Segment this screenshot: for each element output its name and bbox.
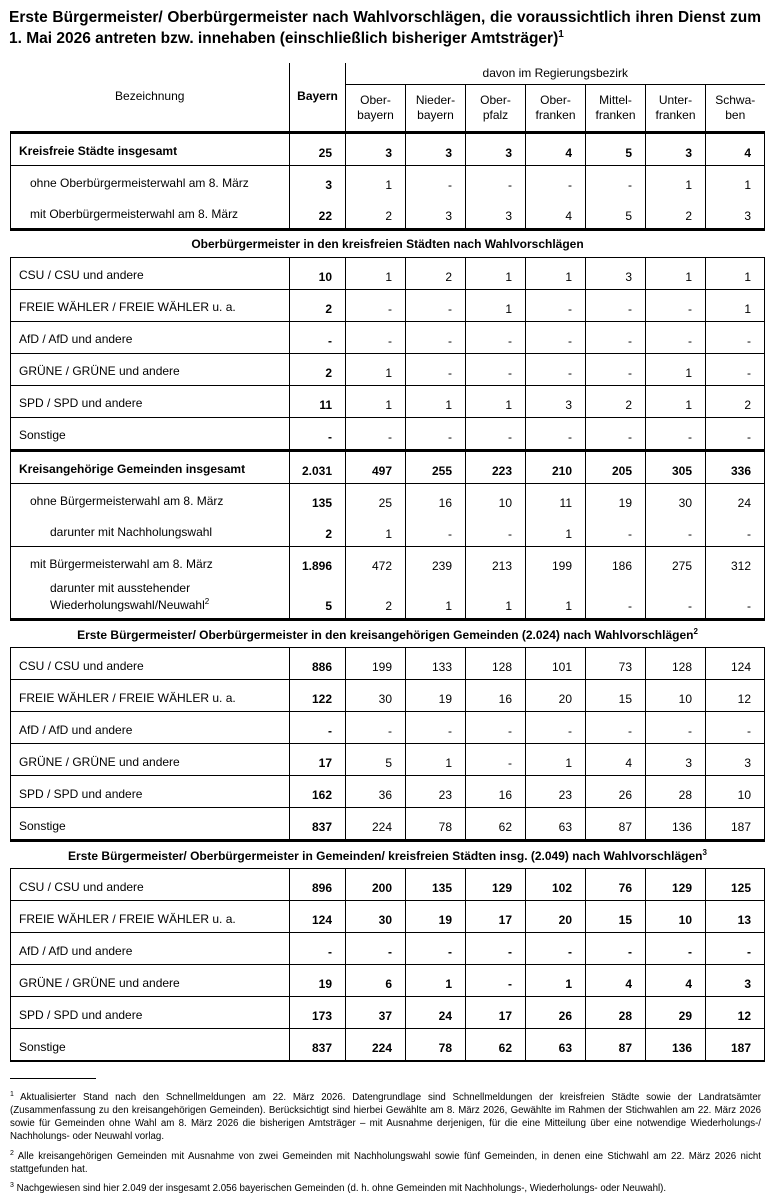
cell-region-6: 1 xyxy=(646,353,706,385)
title-footnote-marker: 1 xyxy=(558,29,564,41)
cell-region-1: 3 xyxy=(346,132,406,165)
cell-region-4: 210 xyxy=(526,450,586,483)
row-label: FREIE WÄHLER / FREIE WÄHLER u. a. xyxy=(11,680,290,712)
cell-region-6: 10 xyxy=(646,680,706,712)
cell-region-3: - xyxy=(466,417,526,450)
cell-bayern: 22 xyxy=(290,197,346,230)
cell-region-7: 1 xyxy=(706,257,765,289)
row-label: Sonstige xyxy=(11,1029,290,1062)
cell-region-2: 3 xyxy=(406,197,466,230)
cell-region-4: 63 xyxy=(526,1029,586,1062)
row-label: SPD / SPD und andere xyxy=(11,385,290,417)
row-label: mit Oberbürgermeisterwahl am 8. März xyxy=(11,197,290,230)
table-row xyxy=(11,450,765,483)
footnote-marker: 1 xyxy=(10,1091,14,1099)
cell-region-5: - xyxy=(586,933,646,965)
cell-region-6: - xyxy=(646,321,706,353)
table-row xyxy=(11,997,765,1029)
cell-region-6: 2 xyxy=(646,197,706,230)
table-row xyxy=(11,289,765,321)
cell-region-6: 3 xyxy=(646,744,706,776)
cell-region-1: 1 xyxy=(346,257,406,289)
table-row xyxy=(11,385,765,417)
cell-region-6: 1 xyxy=(646,385,706,417)
cell-region-3: 223 xyxy=(466,450,526,483)
cell-region-7: 187 xyxy=(706,1029,765,1062)
footnote-1: $^1$ Aktualisierter Stand nach den Schnellmeldungen am 22. März 2026. Datengrundlage sind Schnellmeldungen der kreisfreien Städte sowie der Landratsämter (Zusammenfassung zu den kreisangehörigen Gemeinden). Berücksichtigt sind hierbei Gewählte am 8. März 2026, Gewählte im Rahmen der Stichwahlen am 22. März 2026 sowie für Gemeinden ohne Wahl am 8. März 2026 die bisherigen Amtsträger – mit Ausnahme derjenigen, für die eine Mitteilung über eine notwendige Wiederholungs-/ Nachholungs- oder Neuwahl vorlag. xyxy=(10,1091,761,1142)
table-row xyxy=(11,257,765,289)
cell-region-4: 20 xyxy=(526,680,586,712)
cell-region-5: - xyxy=(586,712,646,744)
cell-region-6: - xyxy=(646,933,706,965)
cell-region-6: 136 xyxy=(646,808,706,841)
cell-region-3: - xyxy=(466,515,526,547)
cell-region-7: 10 xyxy=(706,776,765,808)
cell-region-4: - xyxy=(526,289,586,321)
row-label: darunter mit ausstehender Wiederholungswahl/Neuwahl$^2$ xyxy=(11,578,290,620)
row-label: Kreisangehörige Gemeinden insgesamt xyxy=(11,450,290,483)
cell-region-6: 305 xyxy=(646,450,706,483)
cell-region-4: - xyxy=(526,353,586,385)
cell-region-5: 28 xyxy=(586,997,646,1029)
cell-region-7: 24 xyxy=(706,483,765,515)
cell-region-7: 312 xyxy=(706,546,765,578)
cell-region-5: 87 xyxy=(586,1029,646,1062)
cell-region-1: 1 xyxy=(346,385,406,417)
row-label: mit Bürgermeisterwahl am 8. März xyxy=(11,546,290,578)
cell-region-7: 1 xyxy=(706,165,765,197)
cell-region-1: 36 xyxy=(346,776,406,808)
table-row xyxy=(11,869,765,901)
cell-region-7: 2 xyxy=(706,385,765,417)
cell-bayern: 19 xyxy=(290,965,346,997)
cell-region-5: 87 xyxy=(586,808,646,841)
cell-region-2: - xyxy=(406,289,466,321)
cell-region-1: - xyxy=(346,321,406,353)
table-header-row-top xyxy=(11,63,765,85)
column-header-region-1: Ober- bayern xyxy=(346,84,406,132)
cell-region-1: - xyxy=(346,417,406,450)
cell-region-2: 255 xyxy=(406,450,466,483)
page-title xyxy=(9,7,761,50)
cell-bayern: 1.896 xyxy=(290,546,346,578)
row-label: CSU / CSU und andere xyxy=(11,648,290,680)
cell-region-4: 1 xyxy=(526,965,586,997)
cell-region-7: - xyxy=(706,712,765,744)
column-header-bayern: Bayern xyxy=(290,63,346,133)
section-title-footnote-marker: 3 xyxy=(702,848,707,858)
cell-region-4: - xyxy=(526,933,586,965)
cell-region-4: 102 xyxy=(526,869,586,901)
cell-region-1: 1 xyxy=(346,165,406,197)
table-row xyxy=(11,546,765,578)
table-row xyxy=(11,776,765,808)
cell-region-1: 224 xyxy=(346,1029,406,1062)
cell-region-1: 224 xyxy=(346,808,406,841)
cell-region-2: - xyxy=(406,321,466,353)
cell-region-6: 129 xyxy=(646,869,706,901)
table-header xyxy=(11,63,765,133)
cell-region-5: 4 xyxy=(586,744,646,776)
table-row xyxy=(11,712,765,744)
cell-region-1: 200 xyxy=(346,869,406,901)
cell-region-2: 1 xyxy=(406,385,466,417)
cell-region-4: 63 xyxy=(526,808,586,841)
cell-region-3: - xyxy=(466,712,526,744)
cell-region-2: 24 xyxy=(406,997,466,1029)
row-label: Sonstige xyxy=(11,417,290,450)
cell-bayern: 837 xyxy=(290,808,346,841)
cell-bayern: 3 xyxy=(290,165,346,197)
cell-region-4: 20 xyxy=(526,901,586,933)
cell-region-4: 4 xyxy=(526,197,586,230)
cell-region-7: 187 xyxy=(706,808,765,841)
cell-region-3: 3 xyxy=(466,197,526,230)
cell-region-5: 4 xyxy=(586,965,646,997)
cell-region-1: 497 xyxy=(346,450,406,483)
cell-region-3: - xyxy=(466,933,526,965)
section-title: Erste Bürgermeister/ Oberbürgermeister in Gemeinden/ kreisfreien Städten insg. (2.049) nach Wahlvorschlägen$^3$ xyxy=(11,841,765,869)
cell-region-7: 3 xyxy=(706,965,765,997)
table-row xyxy=(11,680,765,712)
cell-bayern: 162 xyxy=(290,776,346,808)
cell-bayern: 124 xyxy=(290,901,346,933)
row-label: SPD / SPD und andere xyxy=(11,997,290,1029)
section-title-footnote-marker: 2 xyxy=(693,627,698,637)
cell-bayern: 837 xyxy=(290,1029,346,1062)
cell-region-3: - xyxy=(466,321,526,353)
table-row xyxy=(11,578,765,620)
column-header-region-2: Nieder- bayern xyxy=(406,84,466,132)
row-label: AfD / AfD und andere xyxy=(11,321,290,353)
cell-region-4: 3 xyxy=(526,385,586,417)
row-label: darunter mit Nachholungswahl xyxy=(11,515,290,547)
column-header-group: davon im Regierungsbezirk xyxy=(346,63,765,85)
cell-region-5: 205 xyxy=(586,450,646,483)
cell-region-3: 1 xyxy=(466,385,526,417)
table-row xyxy=(11,165,765,197)
cell-region-2: 19 xyxy=(406,901,466,933)
cell-region-7: 124 xyxy=(706,648,765,680)
cell-region-6: 1 xyxy=(646,257,706,289)
section-title-row xyxy=(11,620,765,648)
cell-region-4: 4 xyxy=(526,132,586,165)
cell-region-5: - xyxy=(586,353,646,385)
row-label: FREIE WÄHLER / FREIE WÄHLER u. a. xyxy=(11,289,290,321)
cell-region-2: 3 xyxy=(406,132,466,165)
cell-region-3: 17 xyxy=(466,997,526,1029)
cell-bayern: 2 xyxy=(290,515,346,547)
table-row xyxy=(11,132,765,165)
cell-region-6: 275 xyxy=(646,546,706,578)
cell-region-7: - xyxy=(706,933,765,965)
cell-bayern: 25 xyxy=(290,132,346,165)
cell-region-2: - xyxy=(406,712,466,744)
row-label: AfD / AfD und andere xyxy=(11,712,290,744)
cell-bayern: 2 xyxy=(290,353,346,385)
column-header-region-6: Unter- franken xyxy=(646,84,706,132)
cell-region-1: 2 xyxy=(346,578,406,620)
cell-region-7: - xyxy=(706,353,765,385)
footnote-3: $^3$ Nachgewiesen sind hier 2.049 der insgesamt 2.056 bayerischen Gemeinden (d. h. ohne Gemeinden mit Nachholungs-, Wiederholungs- oder Neuwahl). xyxy=(10,1182,667,1195)
table-row xyxy=(11,933,765,965)
cell-region-1: 5 xyxy=(346,744,406,776)
cell-region-1: - xyxy=(346,933,406,965)
footnote-marker: 2 xyxy=(10,1149,14,1157)
cell-region-4: 26 xyxy=(526,997,586,1029)
cell-region-5: 2 xyxy=(586,385,646,417)
row-label: SPD / SPD und andere xyxy=(11,776,290,808)
column-header-bezeichnung: Bezeichnung xyxy=(11,63,290,133)
cell-region-2: - xyxy=(406,515,466,547)
row-label: Sonstige xyxy=(11,808,290,841)
cell-region-3: 62 xyxy=(466,808,526,841)
cell-region-5: - xyxy=(586,321,646,353)
cell-region-4: 1 xyxy=(526,744,586,776)
cell-region-6: - xyxy=(646,515,706,547)
cell-region-3: 3 xyxy=(466,132,526,165)
cell-bayern: 11 xyxy=(290,385,346,417)
column-header-region-4: Ober- franken xyxy=(526,84,586,132)
cell-region-4: 1 xyxy=(526,578,586,620)
cell-region-6: 10 xyxy=(646,901,706,933)
cell-region-5: 186 xyxy=(586,546,646,578)
section-title: Oberbürgermeister in den kreisfreien Städten nach Wahlvorschlägen xyxy=(11,229,765,257)
table-row xyxy=(11,483,765,515)
cell-region-7: 1 xyxy=(706,289,765,321)
cell-region-7: 4 xyxy=(706,132,765,165)
row-label: ohne Bürgermeisterwahl am 8. März xyxy=(11,483,290,515)
footnotes xyxy=(9,1090,761,1196)
table-row xyxy=(11,965,765,997)
cell-region-5: - xyxy=(586,289,646,321)
cell-region-5: 3 xyxy=(586,257,646,289)
cell-region-5: 76 xyxy=(586,869,646,901)
cell-region-5: 15 xyxy=(586,901,646,933)
cell-region-3: 1 xyxy=(466,257,526,289)
row-label: GRÜNE / GRÜNE und andere xyxy=(11,353,290,385)
cell-region-3: 1 xyxy=(466,578,526,620)
cell-region-3: 129 xyxy=(466,869,526,901)
cell-region-6: - xyxy=(646,417,706,450)
row-label: GRÜNE / GRÜNE und andere xyxy=(11,744,290,776)
cell-region-6: 29 xyxy=(646,997,706,1029)
table-body xyxy=(11,132,765,1061)
cell-region-7: 12 xyxy=(706,680,765,712)
cell-bayern: 896 xyxy=(290,869,346,901)
cell-region-7: 3 xyxy=(706,744,765,776)
section-title: Erste Bürgermeister/ Oberbürgermeister in den kreisangehörigen Gemeinden (2.024) nach Wahlvorschlägen$^2$ xyxy=(11,620,765,648)
cell-region-2: 78 xyxy=(406,808,466,841)
table-row xyxy=(11,417,765,450)
cell-bayern: 2 xyxy=(290,289,346,321)
column-header-region-3: Ober- pfalz xyxy=(466,84,526,132)
section-title-row xyxy=(11,841,765,869)
cell-region-4: - xyxy=(526,712,586,744)
cell-region-5: - xyxy=(586,417,646,450)
footnote-2: $^2$ Alle kreisangehörigen Gemeinden mit Ausnahme von zwei Gemeinden mit Nachholungswahl sowie fünf Gemeinden, in denen eine Stichwahl am 22. März 2026 nicht stattgefunden hat. xyxy=(10,1149,761,1175)
cell-region-7: - xyxy=(706,417,765,450)
page-title-text: Erste Bürgermeister/ Oberbürgermeister nach Wahlvorschlägen, die voraussichtlich ihren Dienst zum 1. Mai 2026 antreten bzw. innehaben (einschließlich bisheriger Amtsträger) xyxy=(9,9,761,48)
cell-bayern: - xyxy=(290,933,346,965)
cell-bayern: - xyxy=(290,417,346,450)
cell-region-3: 10 xyxy=(466,483,526,515)
cell-region-4: 101 xyxy=(526,648,586,680)
cell-region-3: 16 xyxy=(466,680,526,712)
cell-region-2: - xyxy=(406,933,466,965)
cell-bayern: 17 xyxy=(290,744,346,776)
table-row xyxy=(11,197,765,230)
cell-region-6: 136 xyxy=(646,1029,706,1062)
cell-region-1: 30 xyxy=(346,901,406,933)
cell-region-5: 15 xyxy=(586,680,646,712)
cell-bayern: 135 xyxy=(290,483,346,515)
cell-region-7: 13 xyxy=(706,901,765,933)
cell-region-3: - xyxy=(466,165,526,197)
cell-region-4: - xyxy=(526,165,586,197)
cell-region-3: - xyxy=(466,965,526,997)
cell-region-1: 6 xyxy=(346,965,406,997)
cell-region-5: - xyxy=(586,578,646,620)
table-row xyxy=(11,515,765,547)
cell-region-3: 1 xyxy=(466,289,526,321)
row-label: ohne Oberbürgermeisterwahl am 8. März xyxy=(11,165,290,197)
cell-region-3: 128 xyxy=(466,648,526,680)
cell-region-6: 3 xyxy=(646,132,706,165)
cell-region-4: 1 xyxy=(526,257,586,289)
cell-region-2: 2 xyxy=(406,257,466,289)
cell-region-5: 19 xyxy=(586,483,646,515)
cell-bayern: 2.031 xyxy=(290,450,346,483)
cell-bayern: - xyxy=(290,712,346,744)
cell-region-6: 28 xyxy=(646,776,706,808)
footnote-separator xyxy=(10,1078,96,1079)
cell-bayern: 173 xyxy=(290,997,346,1029)
cell-region-4: - xyxy=(526,417,586,450)
cell-region-1: 1 xyxy=(346,515,406,547)
cell-region-2: 19 xyxy=(406,680,466,712)
cell-region-4: 199 xyxy=(526,546,586,578)
cell-region-2: 1 xyxy=(406,578,466,620)
cell-region-2: 1 xyxy=(406,965,466,997)
table-row xyxy=(11,808,765,841)
cell-region-6: - xyxy=(646,289,706,321)
cell-region-2: 239 xyxy=(406,546,466,578)
cell-region-5: 5 xyxy=(586,132,646,165)
cell-region-3: - xyxy=(466,744,526,776)
cell-region-4: 1 xyxy=(526,515,586,547)
cell-region-2: 16 xyxy=(406,483,466,515)
cell-region-2: 1 xyxy=(406,744,466,776)
statistics-table xyxy=(10,63,765,1062)
cell-region-5: - xyxy=(586,165,646,197)
cell-bayern: 122 xyxy=(290,680,346,712)
cell-region-1: 2 xyxy=(346,197,406,230)
row-label: CSU / CSU und andere xyxy=(11,869,290,901)
table-row xyxy=(11,901,765,933)
cell-region-2: 78 xyxy=(406,1029,466,1062)
cell-region-7: 336 xyxy=(706,450,765,483)
row-label: AfD / AfD und andere xyxy=(11,933,290,965)
cell-region-1: - xyxy=(346,289,406,321)
cell-region-1: 25 xyxy=(346,483,406,515)
cell-region-3: 17 xyxy=(466,901,526,933)
cell-region-7: - xyxy=(706,578,765,620)
table-row xyxy=(11,648,765,680)
table-row xyxy=(11,1029,765,1062)
cell-region-2: - xyxy=(406,417,466,450)
cell-bayern: 10 xyxy=(290,257,346,289)
section-title-row xyxy=(11,229,765,257)
table-row xyxy=(11,353,765,385)
row-label: Kreisfreie Städte insgesamt xyxy=(11,132,290,165)
cell-region-2: - xyxy=(406,165,466,197)
cell-region-4: 11 xyxy=(526,483,586,515)
row-label-footnote-marker: 2 xyxy=(204,596,210,606)
cell-region-6: 128 xyxy=(646,648,706,680)
row-label: CSU / CSU und andere xyxy=(11,257,290,289)
cell-region-2: 23 xyxy=(406,776,466,808)
cell-region-7: 125 xyxy=(706,869,765,901)
cell-region-3: 16 xyxy=(466,776,526,808)
cell-region-3: - xyxy=(466,353,526,385)
cell-region-6: - xyxy=(646,578,706,620)
cell-region-2: - xyxy=(406,353,466,385)
cell-region-4: 23 xyxy=(526,776,586,808)
cell-bayern: - xyxy=(290,321,346,353)
cell-region-5: 5 xyxy=(586,197,646,230)
cell-region-1: 199 xyxy=(346,648,406,680)
footnote-marker: 3 xyxy=(10,1182,14,1190)
column-header-region-5: Mittel- franken xyxy=(586,84,646,132)
cell-region-1: - xyxy=(346,712,406,744)
table-row xyxy=(11,321,765,353)
cell-region-6: 4 xyxy=(646,965,706,997)
cell-region-1: 1 xyxy=(346,353,406,385)
cell-bayern: 5 xyxy=(290,578,346,620)
cell-region-5: - xyxy=(586,515,646,547)
cell-region-3: 213 xyxy=(466,546,526,578)
column-header-region-7: Schwa- ben xyxy=(706,84,765,132)
table-row xyxy=(11,744,765,776)
cell-bayern: 886 xyxy=(290,648,346,680)
cell-region-3: 62 xyxy=(466,1029,526,1062)
cell-region-1: 472 xyxy=(346,546,406,578)
cell-region-6: 1 xyxy=(646,165,706,197)
row-label: FREIE WÄHLER / FREIE WÄHLER u. a. xyxy=(11,901,290,933)
cell-region-6: 30 xyxy=(646,483,706,515)
cell-region-6: - xyxy=(646,712,706,744)
cell-region-7: - xyxy=(706,515,765,547)
row-label: GRÜNE / GRÜNE und andere xyxy=(11,965,290,997)
cell-region-2: 135 xyxy=(406,869,466,901)
cell-region-1: 30 xyxy=(346,680,406,712)
cell-region-1: 37 xyxy=(346,997,406,1029)
cell-region-5: 73 xyxy=(586,648,646,680)
cell-region-5: 26 xyxy=(586,776,646,808)
cell-region-7: 12 xyxy=(706,997,765,1029)
cell-region-2: 133 xyxy=(406,648,466,680)
cell-region-7: - xyxy=(706,321,765,353)
cell-region-4: - xyxy=(526,321,586,353)
cell-region-7: 3 xyxy=(706,197,765,230)
